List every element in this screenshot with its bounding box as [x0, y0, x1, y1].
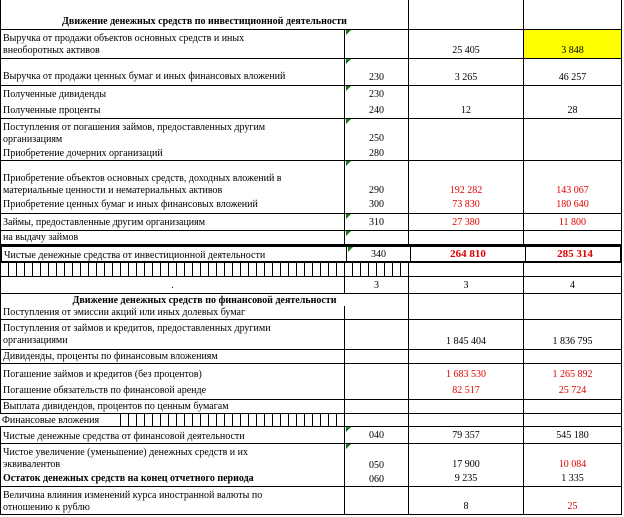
row-v2-cell[interactable] — [523, 427, 622, 443]
row-label: Дивиденды, проценты по финансовым вложениям — [3, 351, 218, 362]
code: 340 — [371, 249, 386, 260]
table-row — [0, 487, 622, 515]
row-name-cell[interactable] — [0, 364, 344, 399]
code: 240 — [369, 105, 384, 116]
row-name-cell[interactable] — [0, 161, 344, 213]
row-code-cell[interactable] — [344, 400, 408, 413]
value: 9 235 — [454, 473, 478, 484]
row-label: Чистое увеличение (уменьшение) денежных средств и их — [3, 447, 248, 458]
value: 79 357 — [452, 430, 480, 441]
row-code-cell[interactable] — [344, 444, 408, 486]
row-label: Величина влияния изменений курса иностранной валюты по — [3, 490, 263, 501]
row-label-bold: Остаток денежных средств на конец отчетного периода — [3, 473, 254, 484]
row-name-cell[interactable] — [0, 320, 344, 349]
row-v1-cell[interactable] — [410, 247, 525, 261]
row-label: Полученные дивиденды — [3, 89, 107, 100]
row-name-cell[interactable] — [0, 30, 344, 58]
table-row — [0, 59, 622, 86]
investing-title-cell[interactable] — [0, 0, 408, 29]
code: 300 — [369, 199, 384, 210]
row-label: Приобретение ценных бумаг и иных финансовых вложений — [3, 199, 258, 210]
row-v1-cell[interactable] — [408, 400, 523, 413]
row-name-cell[interactable] — [0, 306, 344, 319]
row-name-cell[interactable] — [0, 214, 344, 230]
row-code-cell[interactable] — [346, 247, 410, 261]
number: . — [171, 280, 174, 291]
comment-marker-icon — [346, 161, 351, 166]
row-label: Приобретение дочерних организаций — [3, 148, 163, 159]
row-v2-cell[interactable] — [523, 231, 622, 244]
row-v1-cell[interactable] — [408, 214, 523, 230]
header-v2-cell[interactable] — [523, 0, 622, 29]
row-name-cell[interactable] — [0, 86, 344, 118]
numbering-c2[interactable] — [344, 277, 408, 293]
header-v1-cell[interactable] — [408, 0, 523, 29]
row-v1-cell[interactable] — [408, 86, 523, 118]
number: 3 — [463, 280, 469, 291]
code: 050 — [369, 460, 384, 471]
value-negative: 11 800 — [558, 217, 587, 228]
row-name-cell[interactable] — [0, 350, 344, 363]
row-code-cell[interactable] — [344, 231, 408, 244]
row-v1-cell[interactable] — [408, 161, 523, 213]
row-label: Полученные проценты — [3, 105, 101, 116]
number: 4 — [570, 280, 575, 291]
value: 1 845 404 — [446, 336, 486, 347]
row-v1-cell[interactable] — [408, 487, 523, 514]
table-row — [0, 400, 622, 414]
row-name-cell[interactable] — [0, 119, 344, 160]
row-label: Выручка от продажи объектов основных средств и иных — [3, 33, 245, 44]
comment-marker-icon — [346, 231, 351, 236]
value: 8 — [463, 501, 469, 512]
code: 040 — [369, 430, 384, 441]
investing-title: Движение денежных средств по инвестиционной деятельности — [62, 16, 347, 27]
row-v2-cell[interactable] — [523, 320, 622, 349]
row-label: Выручка от продажи ценных бумаг и иных финансовых вложений — [3, 71, 286, 82]
row-label: Погашение обязательств по финансовой аренде — [3, 385, 207, 396]
row-name-cell[interactable] — [0, 414, 120, 426]
row-v1-cell[interactable] — [408, 444, 523, 486]
row-label: Чистые денежные средства от финансовой деятельности — [3, 431, 245, 442]
financing-title: Движение денежных средств по финансовой деятельности — [72, 295, 337, 306]
value-negative: 1 265 892 — [552, 369, 593, 380]
row-v1-cell[interactable] — [408, 427, 523, 443]
row-label: на выдачу займов — [3, 232, 79, 243]
value-negative: 82 517 — [452, 385, 480, 396]
number: 3 — [374, 280, 379, 291]
row-v1-cell[interactable] — [408, 59, 523, 85]
row-name-cell[interactable] — [0, 427, 344, 443]
row-code-cell[interactable] — [344, 214, 408, 230]
row-v1-cell[interactable] — [408, 119, 523, 160]
table-row — [0, 320, 622, 350]
row-v2-cell[interactable] — [523, 214, 622, 230]
row-label: Приобретение объектов основных средств, доходных вложений в — [3, 173, 282, 184]
row-code-cell[interactable] — [344, 30, 408, 58]
value: 1 335 — [561, 473, 584, 484]
row-v2-cell[interactable] — [525, 247, 624, 261]
code: 250 — [369, 133, 384, 144]
table-row — [0, 364, 622, 400]
row-code-cell[interactable] — [344, 59, 408, 85]
row-v2-cell[interactable] — [523, 364, 622, 399]
row-v2-cell[interactable] — [523, 161, 622, 213]
row-name-cell[interactable] — [0, 231, 344, 244]
row-v1-cell[interactable] — [408, 320, 523, 349]
value-negative: 192 282 — [449, 185, 483, 196]
value: 3 848 — [561, 45, 584, 56]
value-negative: 10 084 — [558, 459, 587, 470]
value-negative: 180 640 — [556, 199, 589, 210]
row-code-cell[interactable] — [344, 487, 408, 514]
row-label: эквивалентов — [3, 459, 61, 470]
value: 28 — [567, 105, 578, 116]
row-label: Финансовые вложения — [2, 415, 100, 426]
value-negative-total: 264 810 — [450, 248, 486, 260]
row-label: Поступления от займов и кредитов, предоставленных другими — [3, 323, 271, 334]
value-negative: 143 067 — [556, 185, 589, 196]
row-label: Выплата дивидендов, процентов по ценным бумагам — [3, 401, 229, 412]
table-row — [0, 427, 622, 444]
row-label: отношению к рублю — [3, 502, 90, 513]
row-v2-cell[interactable] — [523, 86, 622, 118]
financing-title-cell[interactable] — [0, 294, 408, 306]
value-negative: 1 683 530 — [446, 369, 486, 380]
row-label: Займы, предоставленные другим организациям — [3, 217, 206, 228]
row-v1-cell[interactable] — [408, 306, 523, 319]
row-code-cell[interactable] — [344, 350, 408, 363]
value: 3 265 — [454, 72, 478, 83]
header-v1-cell[interactable] — [408, 294, 523, 306]
table-row — [0, 86, 622, 119]
value-negative: 25 — [567, 501, 578, 512]
numbering-c4[interactable] — [523, 277, 622, 293]
row-label: внеоборотных активов — [3, 45, 100, 56]
grid-strip — [0, 263, 408, 276]
numbering-c1[interactable] — [0, 277, 344, 293]
row-v1-cell[interactable] — [408, 231, 523, 244]
row-v2-cell[interactable] — [523, 400, 622, 413]
row-v1-cell[interactable] — [408, 414, 523, 426]
row-label: организациями — [3, 335, 68, 346]
comment-marker-icon — [346, 59, 351, 64]
row-v2-cell[interactable] — [523, 444, 622, 486]
table-row — [0, 444, 622, 487]
code: 290 — [369, 185, 384, 196]
value-negative-total: 285 314 — [557, 248, 593, 260]
value-negative: 25 724 — [558, 385, 587, 396]
code: 280 — [369, 148, 384, 159]
row-code-cell[interactable] — [344, 414, 408, 426]
row-name-cell[interactable] — [0, 59, 344, 85]
row-code-cell[interactable] — [344, 427, 408, 443]
row-v2-cell[interactable] — [523, 350, 622, 363]
value: 545 180 — [556, 430, 589, 441]
row-v1-cell[interactable] — [408, 364, 523, 399]
value: 17 900 — [452, 459, 480, 470]
row-code-cell[interactable] — [344, 86, 408, 118]
investing-section-header — [0, 0, 622, 30]
row-label: Чистые денежные средства от инвестиционной деятельности — [4, 250, 266, 261]
code: 310 — [369, 217, 384, 228]
code: 060 — [369, 474, 384, 485]
table-row — [0, 119, 622, 161]
header-v2-cell[interactable] — [523, 294, 622, 306]
row-name-cell[interactable] — [0, 400, 344, 413]
value: 1 836 795 — [552, 336, 593, 347]
table-row — [0, 350, 622, 364]
row-code-cell[interactable] — [344, 161, 408, 213]
value: 25 405 — [452, 45, 480, 56]
investing-total-row — [0, 245, 622, 263]
row-v2-cell[interactable] — [523, 59, 622, 85]
row-label: Погашение займов и кредитов (без процентов) — [3, 369, 202, 380]
comment-marker-icon — [346, 444, 351, 449]
row-v1-cell[interactable] — [408, 350, 523, 363]
row-label: Поступления от эмиссии акций или иных долевых бумаг — [3, 307, 246, 318]
table-row — [0, 306, 622, 320]
row-label: организациям — [3, 134, 63, 145]
value-negative: 27 380 — [452, 217, 480, 228]
row-label: материальные ценности и нематериальных активов — [3, 185, 223, 196]
row-name-cell[interactable] — [0, 487, 344, 514]
row-v1-cell[interactable] — [408, 263, 523, 276]
row-name-cell[interactable] — [0, 444, 344, 486]
row-code-cell[interactable] — [344, 364, 408, 399]
row-code-cell[interactable] — [344, 119, 408, 160]
table-row — [0, 414, 622, 427]
row-v2-cell[interactable] — [523, 487, 622, 514]
table-row — [0, 214, 622, 231]
row-code-cell[interactable] — [344, 306, 408, 319]
comment-marker-icon — [346, 30, 351, 35]
row-v1-cell[interactable] — [408, 30, 523, 58]
row-v2-cell[interactable] — [523, 306, 622, 319]
value: 12 — [461, 105, 471, 116]
numbering-c3[interactable] — [408, 277, 523, 293]
column-numbering-row — [0, 277, 622, 294]
table-row — [0, 30, 622, 59]
code: 230 — [369, 89, 384, 100]
financing-section-header — [0, 294, 622, 306]
row-code-cell[interactable] — [344, 320, 408, 349]
row-v2-cell[interactable] — [523, 414, 622, 426]
value-negative: 73 830 — [452, 199, 480, 210]
row-label: Поступления от погашения займов, предоставленных другим — [3, 122, 266, 133]
row-v2-cell-highlighted[interactable] — [523, 30, 622, 58]
table-row — [0, 231, 622, 245]
grid-strip-row — [0, 263, 622, 277]
comment-marker-icon — [346, 119, 351, 124]
row-v2-cell[interactable] — [523, 263, 622, 276]
value: 46 257 — [558, 72, 587, 83]
table-row — [0, 161, 622, 214]
code: 230 — [369, 72, 384, 83]
row-name-cell[interactable] — [2, 247, 346, 261]
row-v2-cell[interactable] — [523, 119, 622, 160]
